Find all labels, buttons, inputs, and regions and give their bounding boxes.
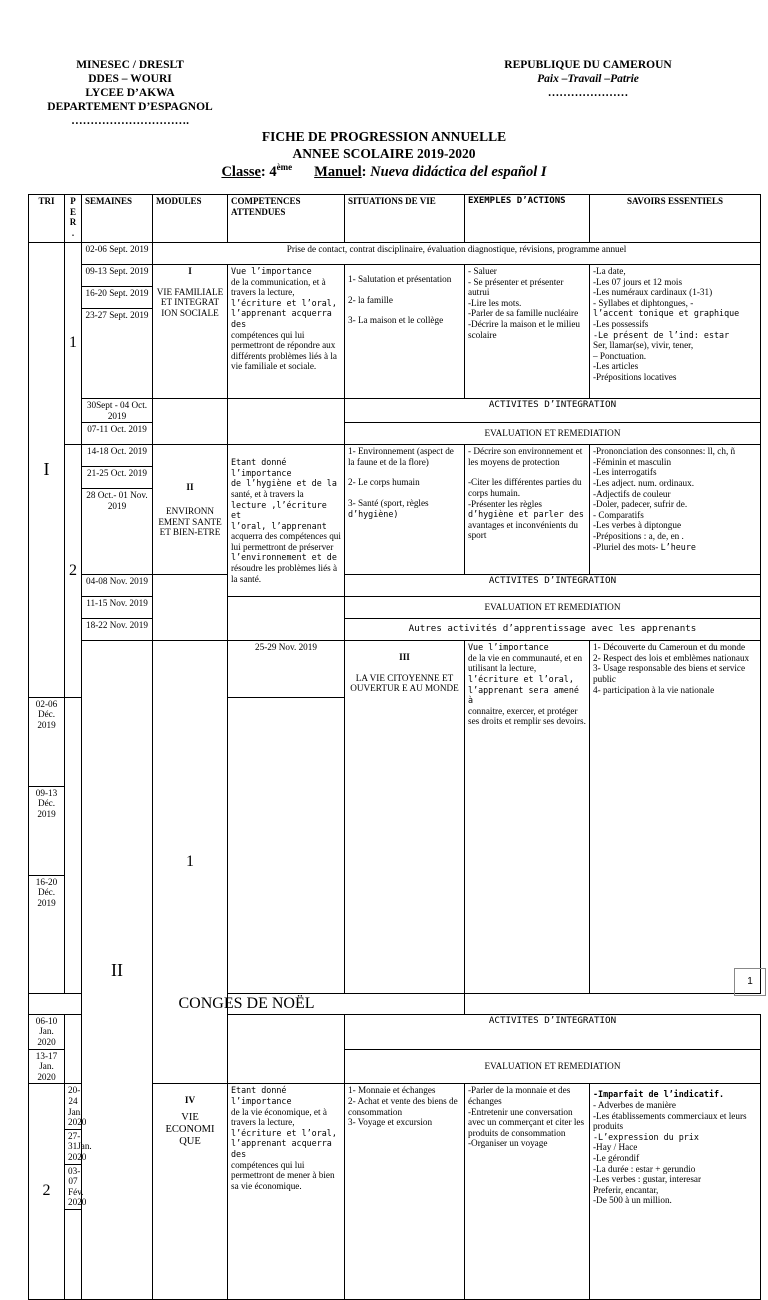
savoirs-cell: [590, 445, 761, 575]
savoir-item: -Les articles: [593, 361, 639, 372]
week-cell: 21-25 Oct. 2019: [82, 467, 153, 489]
week-cell: 23-27 Sept. 2019: [82, 309, 153, 399]
savoir-item: -Les verbes : gustar, interesar: [593, 1174, 702, 1185]
examples-cell: [465, 1084, 590, 1300]
table-row: [29, 265, 761, 287]
competence-text: Vue l’importance: [468, 642, 549, 653]
situation-item: 3- Usage responsable des biens et service public: [593, 663, 746, 684]
manuel-value: Nueva didáctica del español I: [370, 163, 547, 180]
header-left: [30, 58, 230, 128]
example-item: -Organiser un voyage: [468, 1138, 548, 1149]
week-cell: 25-29 Nov. 2019: [228, 641, 345, 697]
savoir-item: -Adjectifs de couleur: [593, 488, 671, 499]
module-name: VIE ECONOMI QUE: [165, 1111, 215, 1147]
class-and-manual: [0, 162, 768, 181]
situation-item: 4- participation à la vie nationale: [593, 684, 715, 695]
table-row: [29, 619, 761, 641]
week-cell: 11-15 Nov. 2019: [82, 597, 153, 619]
module-cell: [153, 1084, 228, 1300]
module-cell: [153, 445, 228, 575]
savoir-item: -Les interrogatifs: [593, 467, 657, 478]
savoir-item: -Le gérondif: [593, 1152, 640, 1163]
header-right-motto: Paix –Travail –Patrie: [537, 73, 639, 85]
competence-text: santé, et à travers la: [231, 488, 304, 499]
module-cell-empty: [153, 399, 228, 445]
classe-sup: ème: [276, 162, 293, 172]
week-cell: 04-08 Nov. 2019: [82, 575, 153, 597]
integration-activities: ACTIVITES D’INTEGRATION: [345, 1014, 761, 1049]
period-label: 2: [29, 1084, 65, 1300]
header-left-line: ………………………….: [71, 115, 189, 127]
table-row: [29, 575, 761, 597]
competence-text: Etant donné l’importance: [231, 1085, 292, 1106]
period-label: 1: [153, 641, 228, 1084]
competences-cell: [228, 1084, 345, 1300]
integration-activities: ACTIVITES D’INTEGRATION: [345, 399, 761, 423]
situation-item: 1- Environnement (aspect de la faune et de la flore): [348, 446, 454, 467]
example-item: avantages et inconvénients du sport: [468, 519, 578, 541]
header-right: [478, 58, 698, 100]
savoirs-cell: [590, 265, 761, 399]
competence-text: l’apprenant acquerra des: [231, 308, 332, 329]
examples-cell: [465, 265, 590, 399]
module-number: II: [186, 481, 194, 492]
week-cell: 30Sept - 04 Oct. 2019: [82, 399, 153, 423]
example-item: -Citer les différentes parties du corps humain.: [468, 477, 582, 498]
example-item: - Se présenter et présenter autrui: [468, 276, 564, 298]
situation-item: 2- Le corps humain: [348, 477, 420, 488]
competence-text: acquerra des compétences qui lui permettront de préserver: [231, 531, 341, 552]
table-row: [29, 243, 761, 265]
examples-cell: [465, 445, 590, 575]
table-row: [29, 423, 761, 445]
module-cell-empty: [153, 575, 228, 641]
example-item: -Entretenir une conversation avec un commerçant et citer les produits de consommation: [468, 1106, 585, 1138]
example-item: -Décrire la maison et le milieu scolaire: [468, 318, 580, 340]
example-item: - Décrire son environnement et les moyens de protection: [468, 446, 583, 467]
classe-label: Classe: [221, 163, 261, 180]
savoir-item: – Ponctuation.: [593, 350, 647, 361]
competence-text: de la vie économique, et à travers la lecture,: [231, 1106, 327, 1128]
week-cell: 06-10 Jan. 2020: [29, 1014, 65, 1049]
module-number: I: [188, 266, 192, 276]
col-competences: COMPETENCES ATTENDUES: [228, 195, 345, 243]
col-tri: TRI: [29, 195, 65, 243]
week-cell: 09-13 Déc. 2019: [29, 786, 65, 875]
col-semaines: SEMAINES: [82, 195, 153, 243]
evaluation-remediation: EVALUATION ET REMEDIATION: [345, 1049, 761, 1084]
module-number: IV: [184, 1095, 196, 1106]
savoir-item: -Les possessifs: [593, 318, 649, 329]
header-right-line: …………………: [547, 87, 629, 99]
savoir-item: -La durée : estar + gerundio: [593, 1163, 696, 1174]
week-cell: 14-18 Oct. 2019: [82, 445, 153, 467]
competence-text: Etant donné l’importance: [231, 457, 292, 478]
savoir-item: -Les verbes à diptongue: [593, 520, 682, 531]
competences-cell: [228, 445, 345, 597]
example-item: - Saluer: [468, 266, 497, 276]
header-left-line: DDES – WOURI: [88, 73, 172, 85]
savoir-item: -Le présent de l’ind: estar: [593, 329, 730, 340]
module-name: LA VIE CITOYENNE ET OUVERTUR E AU MONDE: [350, 672, 459, 694]
competences-cell: [465, 641, 590, 994]
classe-value: : 4: [260, 163, 277, 180]
savoir-item: -Pluriel des mots-: [593, 541, 659, 552]
savoir-item: -Prépositions locatives: [593, 371, 677, 382]
module-cell: [345, 641, 465, 994]
week-cell-empty: [65, 1209, 82, 1299]
competence-text: l’écriture et l’oral,: [468, 673, 574, 684]
competence-text: connaitre, exercer, et protéger ses droits et remplir ses devoirs.: [468, 705, 586, 727]
col-savoirs: SAVOIRS ESSENTIELS: [590, 195, 761, 243]
competence-text: l’écriture et l’oral,: [231, 297, 337, 308]
situations-cell: [345, 1084, 465, 1300]
doc-title: FICHE DE PROGRESSION ANNUELLE: [261, 129, 507, 144]
holiday-banner: CONGES DE NOËL: [29, 993, 465, 1014]
situation-item: 1- Découverte du Cameroun et du monde: [593, 642, 746, 653]
savoir-item: -Hay / Hace: [593, 1142, 638, 1153]
competence-text: lecture ,l’écriture et: [231, 499, 327, 521]
week-cell: 16-20 Déc. 2019: [29, 875, 65, 993]
savoir-item: -Imparfait de l’indicatif.: [593, 1089, 725, 1100]
savoir-item: -Les adject. num. ordinaux.: [593, 477, 695, 488]
competence-text: l’écriture et l’oral,: [231, 1127, 337, 1138]
module-number: III: [399, 652, 410, 663]
savoir-item: -La date,: [593, 266, 626, 276]
savoir-item: l’accent tonique et graphique: [593, 308, 740, 319]
manuel-sep: :: [361, 163, 371, 180]
trimester-label: I: [29, 243, 65, 698]
period-label: 2: [65, 445, 82, 697]
situation-item: 2- Respect des lois et emblèmes nationaux: [593, 652, 750, 663]
integration-activities: ACTIVITES D’INTEGRATION: [345, 575, 761, 597]
situation-item: 3- Voyage et excursion: [348, 1117, 433, 1128]
week-cell: 13-17 Jan. 2020: [29, 1049, 65, 1084]
table-row: [29, 597, 761, 619]
competence-text: compétences qui lui permettront de répondre aux différents problèmes liés à la vie familiale et sociale.: [231, 329, 337, 372]
col-modules: MODULES: [153, 195, 228, 243]
table-row: [29, 993, 761, 1014]
savoir-item: -Prononciation des consonnes: ll, ch, ñ: [593, 446, 736, 457]
situation-item: 2- la famille: [348, 294, 393, 305]
situations-cell: [345, 445, 465, 575]
competence-text: l’apprenant acquerra des: [231, 1138, 332, 1159]
savoir-item: -Les 07 jours et 12 mois: [593, 276, 683, 287]
example-item: -Lire les mots.: [468, 297, 522, 308]
competence-text: de l’hygiène et de la: [231, 478, 337, 489]
col-situations: SITUATIONS DE VIE: [345, 195, 465, 243]
example-item: -Présenter les règles: [468, 498, 542, 509]
savoir-item: -Féminin et masculin: [593, 456, 672, 467]
competence-text: compétences qui lui permettront de mener à bien sa vie économique.: [231, 1159, 335, 1191]
header-right-line: REPUBLIQUE DU CAMEROUN: [504, 59, 672, 71]
col-exemples: EXEMPLES D’ACTIONS: [465, 195, 590, 243]
week-cell: 16-20 Sept. 2019: [82, 287, 153, 309]
competence-text: l’apprenant sera amené à: [468, 684, 579, 706]
situation-item: 2- Achat et vente des biens de consommation: [348, 1095, 458, 1117]
savoir-item: -Doler, padecer, sufrir de.: [593, 499, 688, 510]
week-cell: 07-11 Oct. 2019: [82, 423, 153, 445]
module-name: VIE FAMILIALE ET INTEGRAT ION SOCIALE: [156, 286, 224, 318]
header-left-line: LYCEE D’AKWA: [85, 87, 175, 99]
module-name: ENVIRONN EMENT SANTE ET BIEN-ETRE: [158, 506, 222, 538]
example-item: -Parler de la monnaie et des échanges: [468, 1085, 571, 1106]
savoir-item: L’heure: [660, 541, 696, 552]
example-item: d’hygiène et parler des: [468, 509, 584, 520]
table-row: [29, 399, 761, 423]
header-left-line: MINESEC / DRESLT: [76, 59, 184, 71]
savoir-item: -Les numéraux cardinaux (1-31): [593, 287, 713, 298]
school-year: ANNEE SCOLAIRE 2019-2020: [292, 146, 476, 161]
competence-text: l’oral, l’apprenant: [231, 520, 327, 531]
week-cell: 02-06 Déc. 2019: [29, 697, 65, 786]
week-cell: 09-13 Sept. 2019: [82, 265, 153, 287]
week-cell: 03-07 Fév. 2020: [65, 1164, 82, 1209]
trimester-label: II: [82, 641, 153, 1300]
situations-cell: [345, 265, 465, 399]
module-cell: [153, 265, 228, 399]
evaluation-remediation: EVALUATION ET REMEDIATION: [345, 423, 761, 445]
table-row: [29, 641, 761, 697]
module-cell-empty: [65, 1014, 82, 1084]
competence-text: de la communication, et à travers la lecture,: [231, 276, 326, 298]
competence-text: Vue l’importance: [231, 266, 312, 276]
situation-item: 1- Monnaie et échanges: [348, 1085, 436, 1096]
competences-cell-empty: [228, 1014, 345, 1084]
period-label: 1: [65, 243, 82, 445]
col-per: P E R .: [65, 195, 82, 243]
competence-text: l’environnement et de: [231, 552, 337, 563]
savoir-item: -Les établissements commerciaux et leurs produits: [593, 1110, 747, 1132]
week-cell: 18-22 Nov. 2019: [82, 619, 153, 641]
week-cell: 20-24 Jan. 2020: [65, 1084, 82, 1129]
table-header-row: [29, 195, 761, 243]
situation-item: d’hygiène): [348, 508, 399, 519]
savoir-item: -Prépositions : a, de, en .: [593, 530, 684, 541]
competence-text: de la vie en communauté, et en utilisant la lecture,: [468, 652, 583, 674]
situation-item: 3- Santé (sport, règles: [348, 497, 429, 508]
savoirs-cell: [590, 1084, 761, 1300]
competences-cell-empty: [228, 597, 345, 641]
competences-cell: [228, 265, 345, 399]
other-activities: Autres activités d’apprentissage avec les apprenants: [345, 619, 761, 641]
manuel-label: Manuel: [314, 163, 362, 180]
savoir-item: Preferir, encantar,: [593, 1184, 659, 1195]
savoir-item: - Comparatifs: [593, 509, 644, 520]
savoir-item: -L’expression du prix: [593, 1131, 699, 1142]
situations-cell: [590, 641, 761, 994]
savoir-item: -De 500 à un million.: [593, 1195, 672, 1206]
competences-cell-empty: [228, 399, 345, 445]
table-row: [29, 445, 761, 467]
intro-activities: Prise de contact, contrat disciplinaire, évaluation diagnostique, révisions, programme annuel: [153, 243, 761, 265]
week-cell: 28 Oct.- 01 Nov. 2019: [82, 489, 153, 575]
progression-table: [28, 194, 761, 1300]
competence-text: résoudre les problèmes liés à la santé.: [231, 563, 338, 584]
example-item: -Parler de sa famille nucléaire: [468, 308, 579, 319]
week-cell: 02-06 Sept. 2019: [82, 243, 153, 265]
evaluation-remediation: EVALUATION ET REMEDIATION: [345, 597, 761, 619]
week-cell: 27-31Jan. 2020: [65, 1129, 82, 1164]
savoir-item: Ser, llamar(se), vivir, tener,: [593, 340, 694, 351]
savoir-item: - Syllabes et diphtongues, -: [593, 297, 694, 308]
header-left-line: DEPARTEMENT D’ESPAGNOL: [47, 101, 213, 113]
page-number: 1: [734, 968, 766, 996]
savoir-item: - Adverbes de manière: [593, 1099, 676, 1110]
situation-item: 1- Salutation et présentation: [348, 274, 452, 284]
situation-item: 3- La maison et le collège: [348, 315, 444, 326]
